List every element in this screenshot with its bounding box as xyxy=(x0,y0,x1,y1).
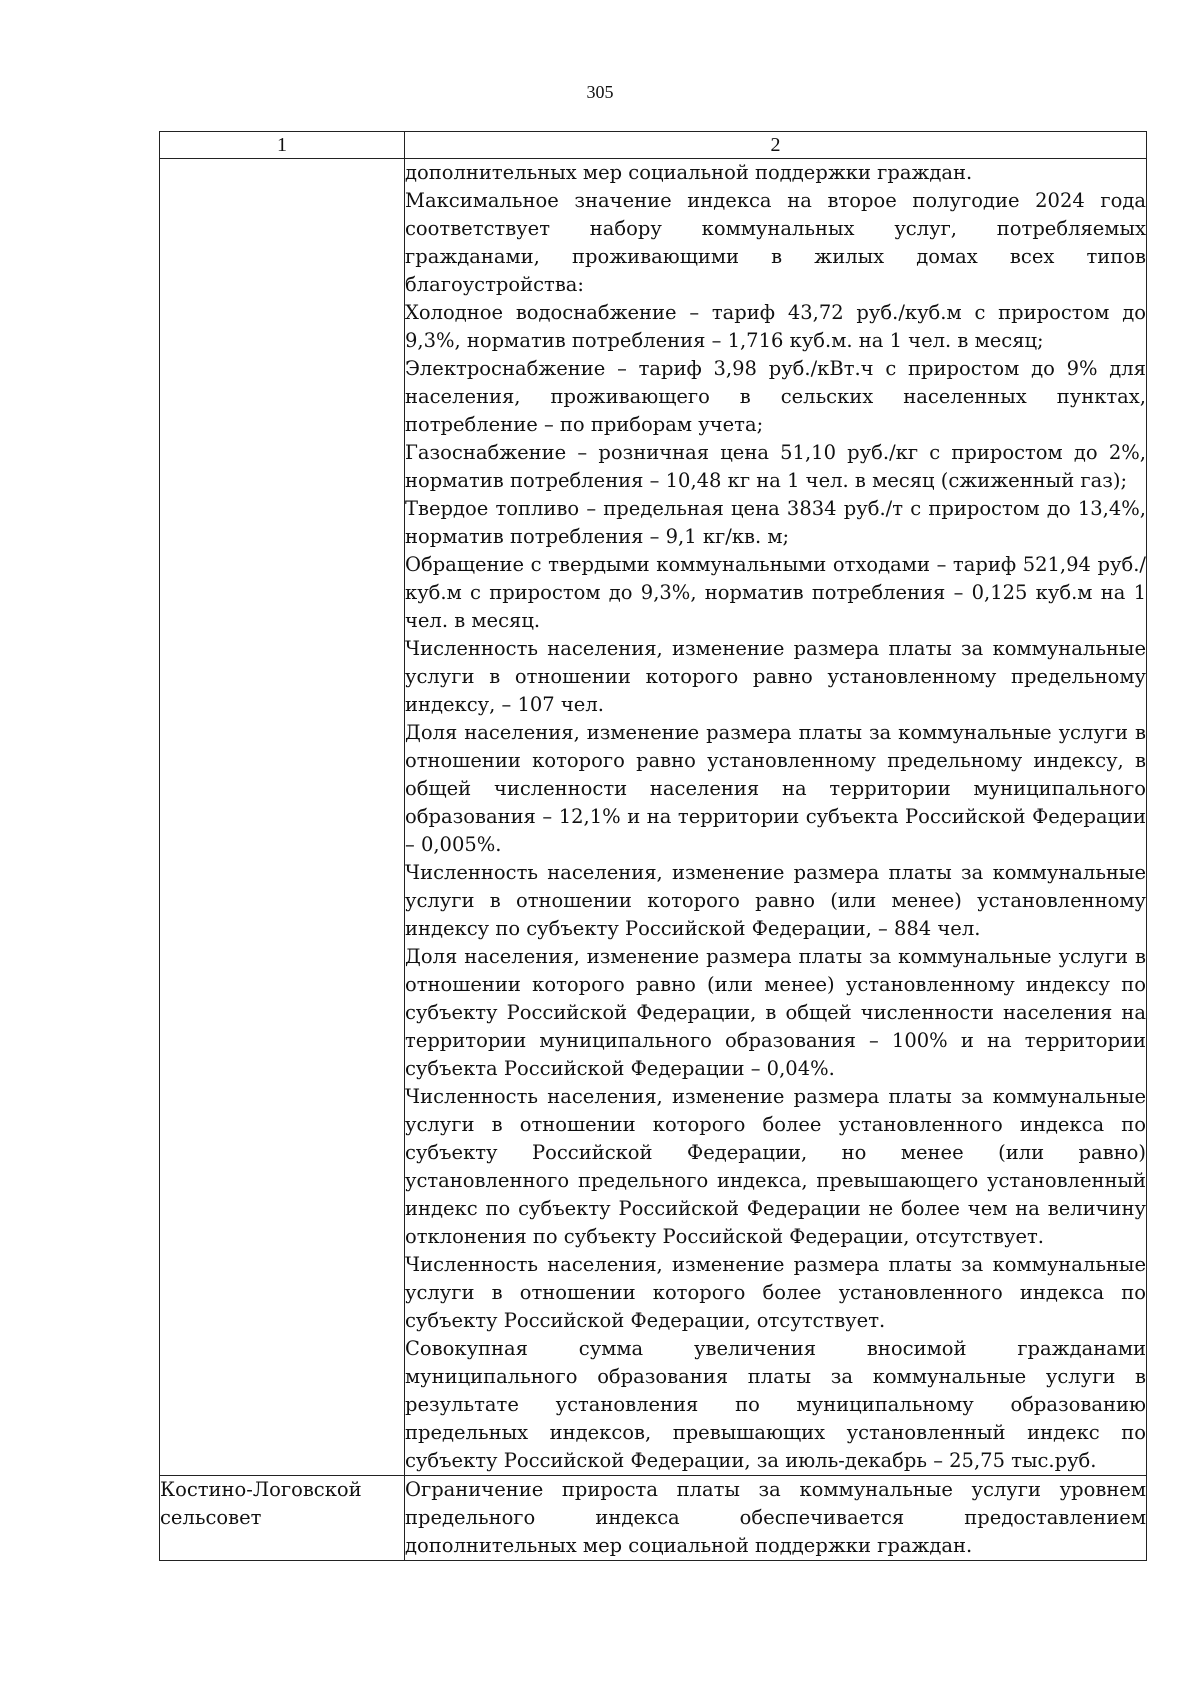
table-header-row xyxy=(160,132,1147,159)
document-table xyxy=(159,131,1147,1561)
column-header-1: 1 xyxy=(160,132,405,159)
paragraph: Твердое топливо – предельная цена 3834 руб./т с приростом до 13,4%, норматив потребления – 9,1 кг/кв. м; xyxy=(405,497,1146,548)
table-row xyxy=(160,1476,1147,1561)
column-header-2: 2 xyxy=(405,132,1147,159)
paragraph: Доля населения, изменение размера платы за коммунальные услуги в отношении которого равно (или менее) установленному индексу по субъекту Российской Федерации, в общей численности населения на территории муниципального образования – 100% и на территории субъекта Российской Федерации – 0,04%. xyxy=(405,945,1146,1080)
paragraph: Холодное водоснабжение – тариф 43,72 руб./куб.м с приростом до 9,3%, норматив потребления – 1,716 куб.м. на 1 чел. в месяц; xyxy=(405,301,1146,352)
municipality-cell xyxy=(160,159,405,1476)
paragraph: Ограничение прироста платы за коммунальные услуги уровнем предельного индекса обеспечивается предоставлением дополнительных мер социальной поддержки граждан. xyxy=(405,1478,1146,1557)
paragraph: Совокупная сумма увеличения вносимой гражданами муниципального образования платы за коммунальные услуги в результате установления по муниципальному образованию предельных индексов, превышающих установленный индекс по субъекту Российской Федерации, за июль-декабрь – 25,75 тыс.руб. xyxy=(405,1337,1146,1472)
paragraph: Численность населения, изменение размера платы за коммунальные услуги в отношении которого равно (или менее) установленному индексу по субъекту Российской Федерации, – 884 чел. xyxy=(405,861,1146,940)
paragraph: Численность населения, изменение размера платы за коммунальные услуги в отношении которого более установленного индекса по субъекту Российской Федерации, но менее (или равно) установленного предельного индекса, превышающего установленный индекс по субъекту Российской Федерации не более чем на величину отклонения по субъекту Российской Федерации, отсутствует. xyxy=(405,1085,1146,1248)
paragraph: Численность населения, изменение размера платы за коммунальные услуги в отношении которого равно установленному предельному индексу, – 107 чел. xyxy=(405,637,1146,716)
paragraph: Численность населения, изменение размера платы за коммунальные услуги в отношении которого более установленного индекса по субъекту Российской Федерации, отсутствует. xyxy=(405,1253,1146,1332)
page-number: 305 xyxy=(586,82,614,102)
description-cell xyxy=(405,159,1147,1476)
paragraph: Максимальное значение индекса на второе полугодие 2024 года соответствует набору коммунальных услуг, потребляемых гражданами, проживающими в жилых домах всех типов благоустройства: xyxy=(405,189,1146,296)
municipality-cell: Костино-Логовской сельсовет xyxy=(160,1476,405,1561)
paragraph: Газоснабжение – розничная цена 51,10 руб./кг с приростом до 2%, норматив потребления – 10,48 кг на 1 чел. в месяц (сжиженный газ); xyxy=(405,441,1146,492)
paragraph: Доля населения, изменение размера платы за коммунальные услуги в отношении которого равно установленному предельному индексу, в общей численности населения на территории муниципального образования – 12,1% и на территории субъекта Российской Федерации – 0,005%. xyxy=(405,721,1146,856)
description-cell xyxy=(405,1476,1147,1561)
table-row xyxy=(160,159,1147,1476)
paragraph: дополнительных мер социальной поддержки граждан. xyxy=(405,161,973,184)
paragraph: Электроснабжение – тариф 3,98 руб./кВт.ч с приростом до 9% для населения, проживающего в сельских населенных пунктах, потребление – по приборам учета; xyxy=(405,357,1146,436)
paragraph: Обращение с твердыми коммунальными отходами – тариф 521,94 руб./куб.м с приростом до 9,3%, норматив потребления – 0,125 куб.м на 1 чел. в месяц. xyxy=(405,553,1146,632)
